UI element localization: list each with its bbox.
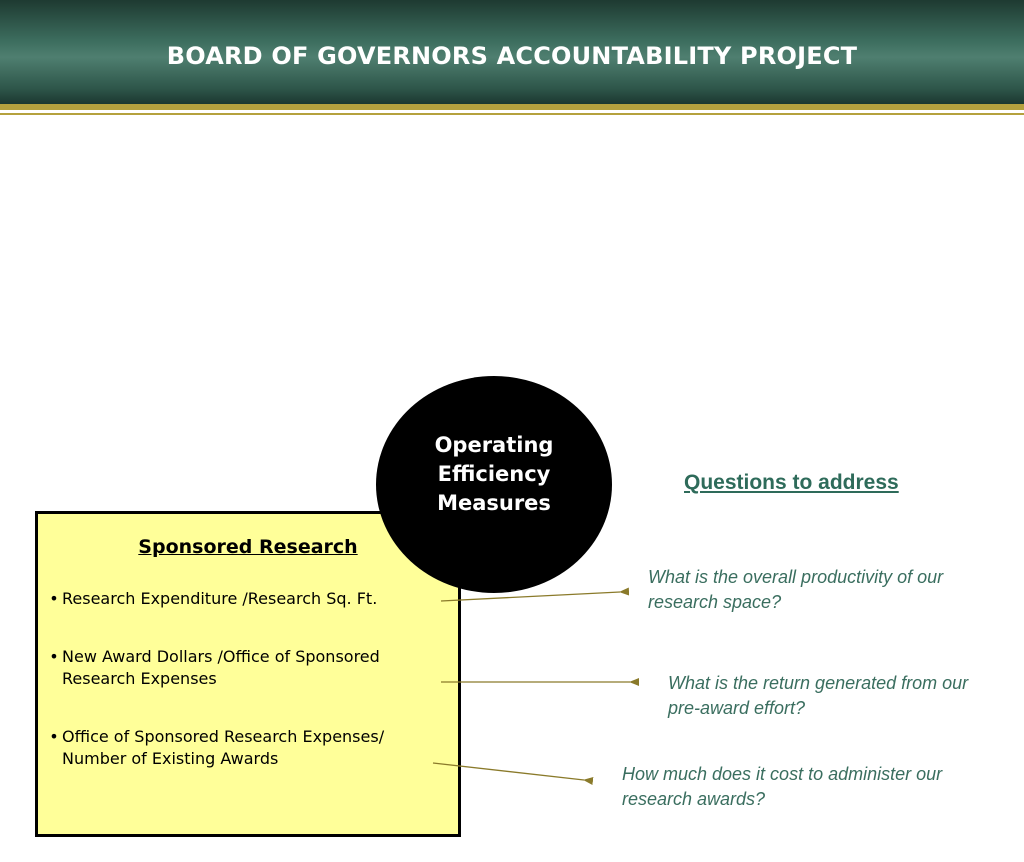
circle-label: Operating Efficiency Measures [434,433,554,515]
questions-heading: Questions to address [684,471,899,494]
measure-text: Office of Sponsored Research Expenses/ Number of Existing Awards [62,727,385,768]
question-text: What is the return generated from our pre-award effort? [668,673,969,718]
bullet-icon: • [49,647,59,666]
measure-text: Research Expenditure /Research Sq. Ft. [62,589,378,608]
bullet-icon: • [49,727,59,746]
page-title: BOARD OF GOVERNORS ACCOUNTABILITY PROJECT [166,42,858,70]
box-title: Sponsored Research [138,536,358,558]
question-text: How much does it cost to administer our research awards? [622,764,943,809]
bullet-icon: • [49,589,59,608]
measure-text: New Award Dollars /Office of Sponsored Research Expenses [62,647,380,688]
question-text: What is the overall productivity of our research space? [648,567,944,612]
arrow-3 [433,763,584,780]
arrow-1 [441,592,620,601]
